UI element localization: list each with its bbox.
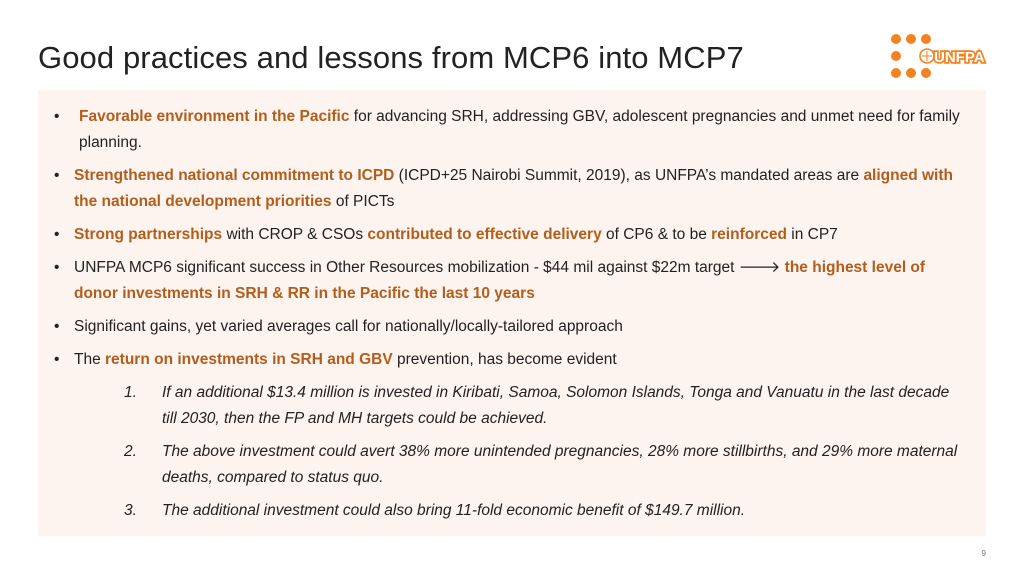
body-text: in CP7 [786, 226, 838, 243]
highlight-text: contributed to effective delivery [367, 226, 602, 243]
bullet-dot-icon: • [54, 108, 60, 125]
item-text: If an additional $13.4 million is invested in Kiribati, Samoa, Solomon Islands, Tonga and Vanuatu in the last decade till 2030, then the FP and MH targets could be achieved. [162, 384, 950, 427]
bullet-dot-icon: • [54, 167, 60, 184]
highlight-text: the highest level of donor investments in SRH & RR in the Pacific the last 10 years [74, 259, 926, 302]
bullet-list [54, 104, 968, 373]
content-panel [38, 90, 986, 536]
bullet-dot-icon: • [54, 351, 60, 368]
highlight-text: reinforced [711, 226, 787, 243]
body-text: for advancing SRH, addressing GBV, adolescent pregnancies and unmet need for family planning. [79, 108, 960, 151]
body-text: with CROP & CSOs [222, 226, 368, 243]
bullet-item [54, 104, 968, 156]
item-number: 3. [124, 502, 137, 519]
bullet-item [54, 255, 968, 307]
body-text: UNFPA MCP6 significant success in Other Resources mobilization - $44 mil against $22m target [74, 259, 739, 276]
highlight-text: aligned with the national development priorities [74, 167, 953, 210]
bullet-item [54, 314, 968, 340]
item-number: 1. [124, 384, 137, 401]
item-text: The above investment could avert 38% more unintended pregnancies, 28% more stillbirths, and 29% more maternal deaths, compared to status quo. [162, 443, 958, 486]
numbered-item [124, 380, 968, 432]
slide-title: Good practices and lessons from MCP6 into MCP7 [38, 40, 744, 75]
bullet-dot-icon: • [54, 318, 60, 335]
bullet-dot-icon: • [54, 226, 60, 243]
logo-text: UNFPA [934, 49, 985, 66]
highlight-text: Strengthened national commitment to ICPD [74, 167, 395, 184]
bullet-item [54, 347, 968, 373]
highlight-text: return on investments in SRH and GBV [105, 351, 393, 368]
body-text: prevention, has become evident [392, 351, 617, 368]
arrow-right-icon: 🡒 [738, 259, 781, 276]
bullet-item [54, 222, 968, 248]
numbered-list [54, 380, 968, 524]
bullet-item [54, 163, 968, 215]
highlight-text: Strong partnerships [74, 226, 223, 243]
body-text: (ICPD+25 Nairobi Summit, 2019), as UNFPA’s mandated areas are [394, 167, 864, 184]
numbered-item [124, 498, 968, 524]
body-text: The [74, 351, 106, 368]
highlight-text: Favorable environment in the Pacific [79, 108, 350, 125]
numbered-item [124, 439, 968, 491]
unfpa-logo [888, 32, 988, 80]
page-number: 9 [981, 549, 986, 558]
body-text: of CP6 & to be [601, 226, 712, 243]
body-text: Significant gains, yet varied averages call for nationally/locally-tailored approach [74, 318, 623, 335]
body-text: of PICTs [331, 193, 395, 210]
item-number: 2. [124, 443, 137, 460]
bullet-dot-icon: • [54, 259, 60, 276]
item-text: The additional investment could also bring 11-fold economic benefit of $149.7 million. [162, 502, 746, 519]
